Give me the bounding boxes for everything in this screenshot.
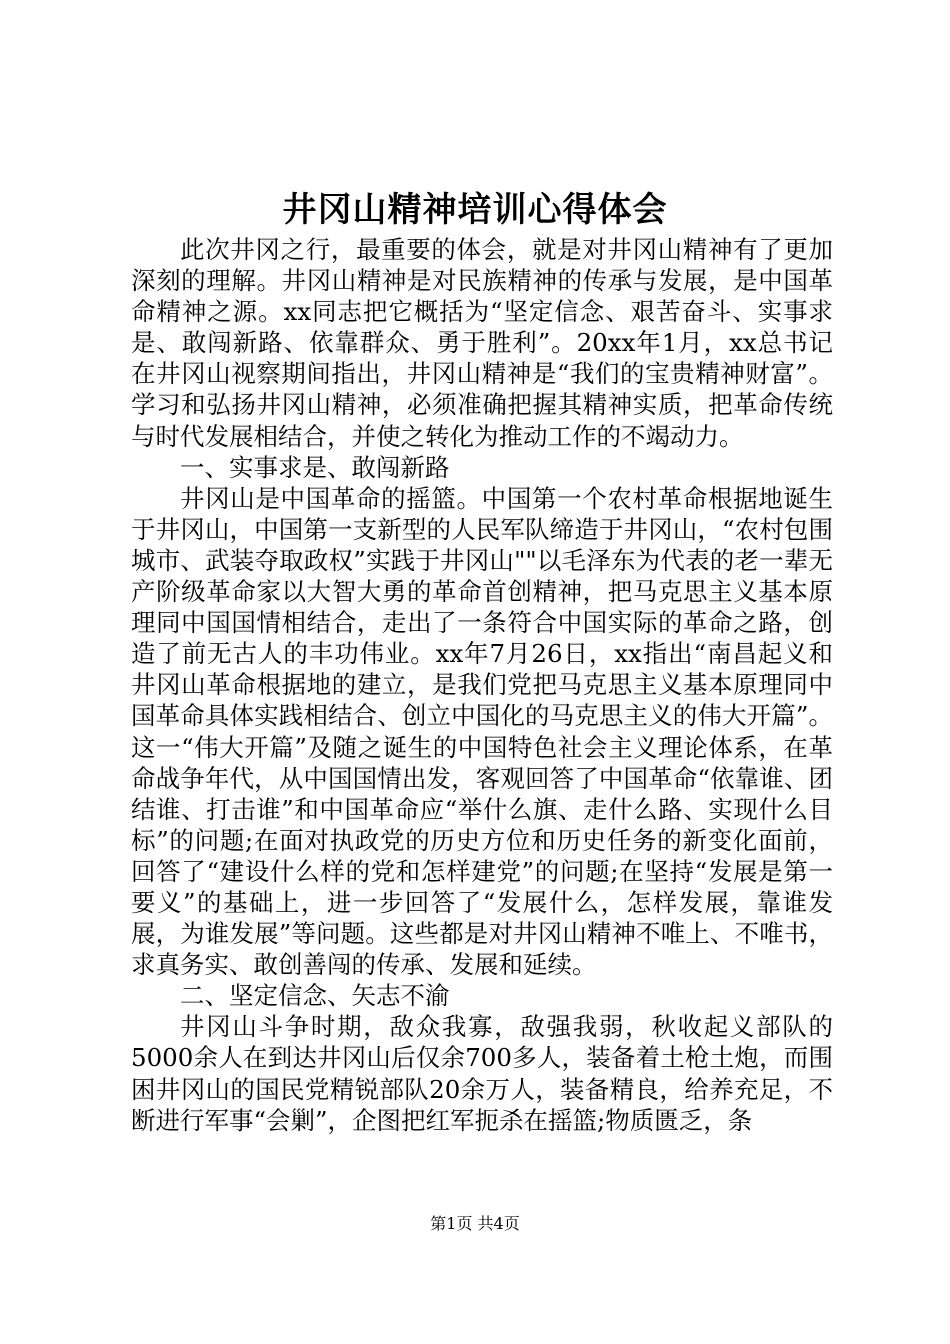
document-title: 井冈山精神培训心得体会 [282, 190, 668, 230]
paragraph-section-2: 井冈山斗争时期，敌众我寡，敌强我弱，秋收起义部队的5000余人在到达井冈山后仅余700多人，装备着土枪土炮，而围困井冈山的国民党精锐部队20余万人，装备精良，给养充足，不断进行军事“会剿”，企图把红军扼杀在摇篮;物质匮乏，条 [131, 1012, 833, 1135]
document-body [131, 234, 833, 1136]
paragraph-section-1: 井冈山是中国革命的摇篮。中国第一个农村革命根据地诞生于井冈山，中国第一支新型的人民军队缔造于井冈山，“农村包围城市、武装夺取政权”实践于井冈山""以毛泽东为代表的老一辈无产阶级革命家以大智大勇的革命首创精神，把马克思主义基本原理同中国国情相结合，走出了一条符合中国实际的革命之路，创造了前无古人的丰功伟业。xx年7月26日，xx指出“南昌起义和井冈山革命根据地的建立，是我们党把马克思主义基本原理同中国革命具体实践相结合、创立中国化的马克思主义的伟大开篇”。这一“伟大开篇”及随之诞生的中国特色社会主义理论体系，在革命战争年代，从中国国情出发，客观回答了中国革命“依靠谁、团结谁、打击谁”和中国革命应“举什么旗、走什么路、实现什么目标”的问题;在面对执政党的历史方位和历史任务的新变化面前，回答了“建设什么样的党和怎样建党”的问题;在坚持“发展是第一要义”的基础上，进一步回答了“发展什么，怎样发展，靠谁发展，为谁发展”等问题。这些都是对井冈山精神不唯上、不唯书，求真务实、敢创善闯的传承、发展和延续。 [131, 483, 833, 980]
section-heading-1: 一、实事求是、敢闯新路 [180, 452, 450, 482]
page-footer: 第1页 共4页 [430, 1214, 520, 1233]
paragraph-intro: 此次井冈之行，最重要的体会，就是对井冈山精神有了更加深刻的理解。井冈山精神是对民族精神的传承与发展，是中国革命精神之源。xx同志把它概括为“坚定信念、艰苦奋斗、实事求是、敢闯新路、依靠群众、勇于胜利”。20xx年1月，xx总书记在井冈山视察期间指出，井冈山精神是“我们的宝贵精神财富”。学习和弘扬井冈山精神，必须准确把握其精神实质，把革命传统与时代发展相结合，并使之转化为推动工作的不竭动力。 [131, 235, 833, 451]
section-heading-2: 二、坚定信念、矢志不渝 [180, 981, 450, 1011]
